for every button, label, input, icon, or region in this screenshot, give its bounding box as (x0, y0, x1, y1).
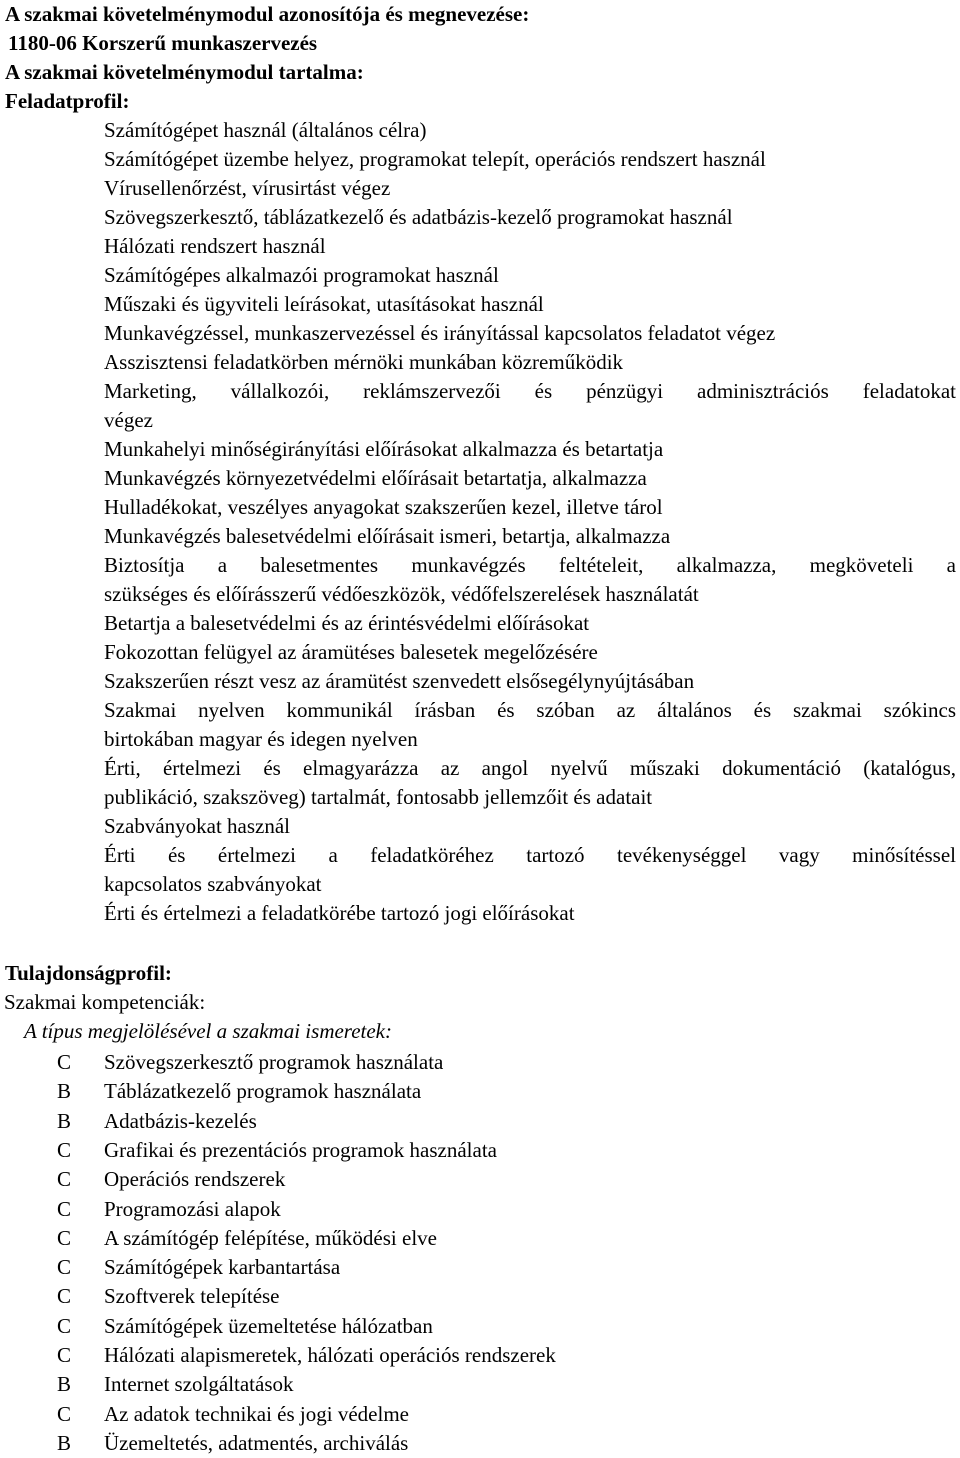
competency-grade: B (57, 1079, 72, 1104)
task-line: Szakszerűen részt vesz az áramütést szenvedett elsősegélynyújtásában (104, 669, 695, 693)
competency-grade: B (57, 1108, 72, 1133)
competency-grade: C (57, 1284, 72, 1309)
competency-text: Üzemeltetés, adatmentés, archiválás (104, 1430, 409, 1455)
task-line: Munkavégzés balesetvédelmi előírásait ismeri, betartja, alkalmazza (104, 524, 671, 548)
task-line: Hulladékokat, veszélyes anyagokat szakszerűen kezel, illetve tárol (104, 495, 663, 519)
competency-row (0, 1224, 960, 1253)
task-line: Szövegszerkesztő, táblázatkezelő és adatbázis-kezelő programokat használ (104, 205, 733, 229)
task-line: publikáció, szakszöveg) tartalmát, fontosabb jellemzőit és adatait (104, 785, 653, 809)
competency-row (0, 1195, 960, 1224)
type-note: A típus megjelölésével a szakmai ismeretek: (24, 1019, 392, 1043)
competency-text: Táblázatkezelő programok használata (104, 1079, 422, 1104)
task-line: Érti, értelmezi és elmagyarázza az angol nyelvű műszaki dokumentáció (katalógus, (104, 756, 956, 780)
competency-text: Az adatok technikai és jogi védelme (104, 1401, 409, 1426)
task-line: Asszisztensi feladatkörben mérnöki munkában közreműködik (104, 350, 624, 374)
task-line: Számítógépes alkalmazói programokat használ (104, 263, 499, 287)
competency-grade: C (57, 1196, 72, 1221)
competency-grade: C (57, 1313, 72, 1338)
competency-text: Számítógépek karbantartása (104, 1255, 341, 1280)
task-line: Műszaki és ügyviteli leírásokat, utasításokat használ (104, 292, 544, 316)
competency-grade: C (57, 1050, 72, 1074)
competency-grade: C (57, 1343, 72, 1367)
competency-text: Internet szolgáltatások (104, 1372, 294, 1397)
task-line: Munkavégzéssel, munkaszervezéssel és irányítással kapcsolatos feladatot végez (104, 321, 776, 345)
task-line: szükséges és előírásszerű védőeszközök, védőfelszerelések használatát (104, 582, 699, 606)
competency-row (0, 1077, 960, 1106)
task-line: Érti és értelmezi a feladatkörébe tartozó jogi előírásokat (104, 901, 575, 925)
competency-text: Operációs rendszerek (104, 1167, 286, 1192)
task-line: birtokában magyar és idegen nyelven (104, 727, 418, 751)
task-line: Érti és értelmezi a feladatköréhez tartozó tevékenységgel vagy minősítéssel (104, 843, 956, 867)
task-line: Munkavégzés környezetvédelmi előírásait betartatja, alkalmazza (104, 466, 647, 490)
module-label: A szakmai követelménymodul azonosítója és megnevezése: (5, 2, 530, 26)
competency-row (0, 1341, 960, 1370)
competency-row (0, 1107, 960, 1136)
task-line: Számítógépet üzembe helyez, programokat telepít, operációs rendszert használ (104, 147, 766, 171)
competency-text: Szoftverek telepítése (104, 1284, 280, 1309)
competency-text: Grafikai és prezentációs programok használata (104, 1137, 497, 1162)
competency-grade: B (57, 1372, 72, 1397)
competency-grade: C (57, 1401, 72, 1426)
task-profile-title: Feladatprofil: (5, 89, 130, 113)
task-line: kapcsolatos szabványokat (104, 872, 322, 896)
competency-text: Programozási alapok (104, 1196, 281, 1221)
competency-row (0, 1429, 960, 1458)
task-line: Munkahelyi minőségirányítási előírásokat alkalmazza és betartatja (104, 437, 664, 461)
task-line: Hálózati rendszert használ (104, 234, 326, 258)
competency-text: Szövegszerkesztő programok használata (104, 1050, 444, 1074)
task-line: Vírusellenőrzést, vírusirtást végez (104, 176, 391, 200)
competency-row (0, 1400, 960, 1429)
task-line: Betartja a balesetvédelmi és az érintésvédelmi előírásokat (104, 611, 590, 635)
competency-row (0, 1048, 960, 1077)
competency-text: Adatbázis-kezelés (104, 1108, 257, 1133)
competency-grade: C (57, 1167, 72, 1192)
task-line: Biztosítja a balesetmentes munkavégzés feltételeit, alkalmazza, megköveteli a (104, 553, 956, 577)
competency-text: Hálózati alapismeretek, hálózati operációs rendszerek (104, 1343, 556, 1367)
competency-grade: C (57, 1137, 72, 1162)
competency-row (0, 1282, 960, 1311)
competency-text: Számítógépek üzemeltetése hálózatban (104, 1313, 433, 1338)
competency-row (0, 1136, 960, 1165)
competency-row (0, 1165, 960, 1194)
competency-grade: B (57, 1430, 72, 1455)
content-label: A szakmai követelménymodul tartalma: (5, 60, 364, 84)
competency-grade: C (57, 1225, 72, 1250)
competency-text: A számítógép felépítése, működési elve (104, 1225, 437, 1250)
task-line: Marketing, vállalkozói, reklámszervezői és pénzügyi adminisztrációs feladatokat (104, 379, 956, 403)
module-id: 1180-06 Korszerű munkaszervezés (8, 31, 318, 55)
competency-row (0, 1312, 960, 1341)
task-line: Fokozottan felügyel az áramütéses balesetek megelőzésére (104, 640, 598, 664)
competency-row (0, 1370, 960, 1399)
task-line: Számítógépet használ (általános célra) (104, 118, 427, 142)
competency-row (0, 1253, 960, 1282)
property-profile-title: Tulajdonságprofil: (5, 961, 172, 985)
property-profile-subtitle: Szakmai kompetenciák: (4, 990, 206, 1014)
task-line: Szakmai nyelven kommunikál írásban és szóban az általános és szakmai szókincs (104, 698, 956, 722)
task-line: végez (104, 408, 153, 432)
competency-grade: C (57, 1255, 72, 1280)
task-line: Szabványokat használ (104, 814, 291, 838)
